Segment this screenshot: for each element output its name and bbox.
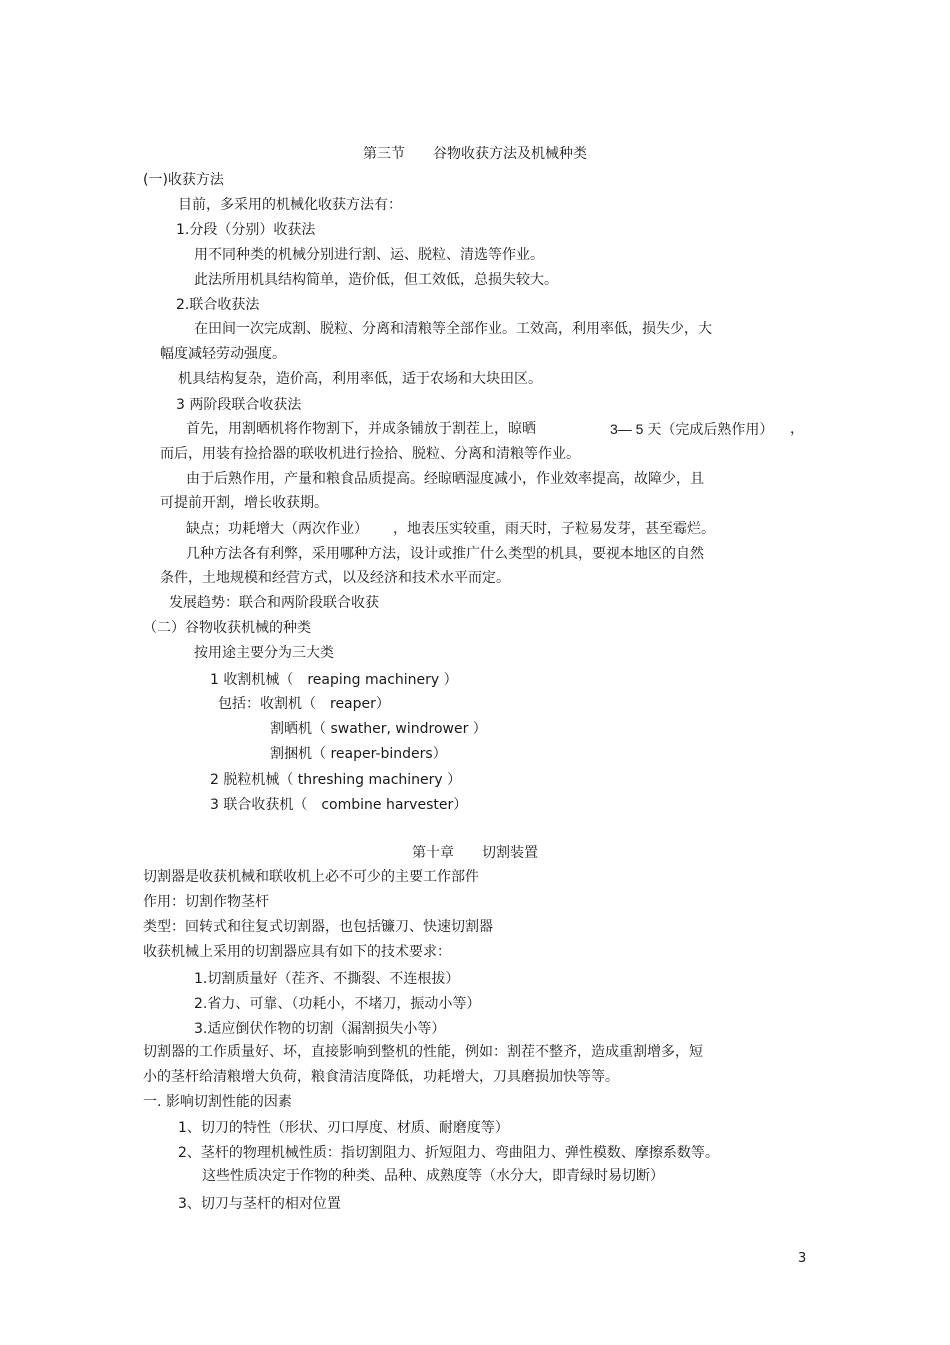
- page-number: 3: [798, 1251, 807, 1266]
- method3-line-duration: 3— 5 天（完成后熟作用）: [610, 421, 774, 437]
- method3-line: 由于后熟作用，产量和粮食品质提高。经晾晒湿度减小，作业效率提高，故障少，且: [186, 471, 704, 487]
- method2-line: 幅度减轻劳动强度。: [160, 346, 286, 362]
- method3-line: 而后，用装有捡拾器的联收机进行捡拾、脱粒、分离和清粮等作业。: [160, 446, 580, 462]
- chapter-line: 切割器是收获机械和联收机上必不可少的主要工作部件: [143, 869, 479, 885]
- method3-line: 可提前开割，增长收获期。: [160, 495, 328, 511]
- method2-line: 在田间一次完成割、脱粒、分离和清粮等全部作业。工效高，利用率低，损失少，大: [194, 321, 712, 337]
- method3-line-comma: ，: [790, 421, 804, 437]
- chapter-line: 切割器的工作质量好、坏，直接影响到整机的性能，例如：割茬不整齐，造成重割增多，短: [143, 1044, 703, 1060]
- factor-2: 2、茎杆的物理机械性质：指切割阻力、折短阻力、弯曲阻力、弹性模数、摩擦系数等。: [178, 1145, 719, 1161]
- method1-title: 1.分段（分别）收获法: [176, 222, 316, 238]
- category-1-swather: 割晒机（ swather, windrower ）: [270, 721, 487, 737]
- trend-line: 发展趋势：联合和两阶段联合收获: [169, 595, 379, 611]
- part2-intro: 按用途主要分为三大类: [194, 645, 334, 661]
- requirement-2: 2.省力、可靠、（功耗小，不堵刀，振动小等）: [194, 996, 481, 1012]
- chapter-title: 第十章 切割装置: [412, 845, 538, 861]
- requirement-3: 3.适应倒伏作物的切割（漏割损失小等）: [194, 1021, 446, 1037]
- category-3: 3 联合收获机（ combine harvester）: [210, 797, 468, 813]
- factors-heading: 一. 影响切割性能的因素: [143, 1094, 292, 1110]
- section-title: 第三节 谷物收获方法及机械种类: [363, 146, 587, 162]
- method3-title: 3 两阶段联合收获法: [176, 397, 302, 413]
- summary-line: 几种方法各有利弊，采用哪种方法，设计或推广什么类型的机具，要视本地区的自然: [186, 546, 704, 562]
- method3-line: 首先，用割晒机将作物割下，并成条铺放于割茬上，晾晒: [186, 421, 536, 437]
- category-1-reaper: 包括：收割机（ reaper）: [218, 696, 390, 712]
- factor-3: 3、切刀与茎杆的相对位置: [178, 1196, 341, 1212]
- factor-1: 1、切刀的特性（形状、刃口厚度、材质、耐磨度等）: [178, 1120, 509, 1136]
- chapter-line: 类型：回转式和往复式切割器，也包括镰刀、快速切割器: [143, 919, 493, 935]
- method2-title: 2.联合收获法: [176, 297, 260, 313]
- part1-intro: 目前，多采用的机械化收获方法有：: [178, 197, 402, 213]
- method3-drawback-cont: ，地表压实较重，雨天时，子粒易发芽，甚至霉烂。: [393, 521, 715, 537]
- part2-heading: （二）谷物收获机械的种类: [143, 620, 311, 636]
- chapter-line: 小的茎杆给清粮增大负荷，粮食清洁度降低，功耗增大，刀具磨损加快等等。: [143, 1069, 619, 1085]
- category-1-binder: 割捆机（ reaper-binders）: [270, 746, 447, 762]
- category-1: 1 收割机械（ reaping machinery ）: [210, 672, 458, 688]
- chapter-line: 收获机械上采用的切割器应具有如下的技术要求：: [143, 944, 451, 960]
- method2-line: 机具结构复杂，造价高，利用率低，适于农场和大块田区。: [178, 371, 542, 387]
- method1-line: 用不同种类的机械分别进行割、运、脱粒、清选等作业。: [194, 247, 544, 263]
- factor-2-detail: 这些性质决定于作物的种类、品种、成熟度等（水分大，即青绿时易切断）: [202, 1168, 664, 1184]
- category-2: 2 脱粒机械（ threshing machinery ）: [210, 772, 462, 788]
- chapter-line: 作用：切割作物茎杆: [143, 894, 269, 910]
- summary-line: 条件，土地规模和经营方式，以及经济和技术水平而定。: [160, 570, 510, 586]
- requirement-1: 1.切割质量好（茬齐、不撕裂、不连根拔）: [194, 971, 460, 987]
- part1-heading: (一)收获方法: [143, 172, 224, 188]
- method3-drawback: 缺点；功耗增大（两次作业）: [186, 521, 368, 537]
- method1-line: 此法所用机具结构简单，造价低，但工效低，总损失较大。: [194, 272, 558, 288]
